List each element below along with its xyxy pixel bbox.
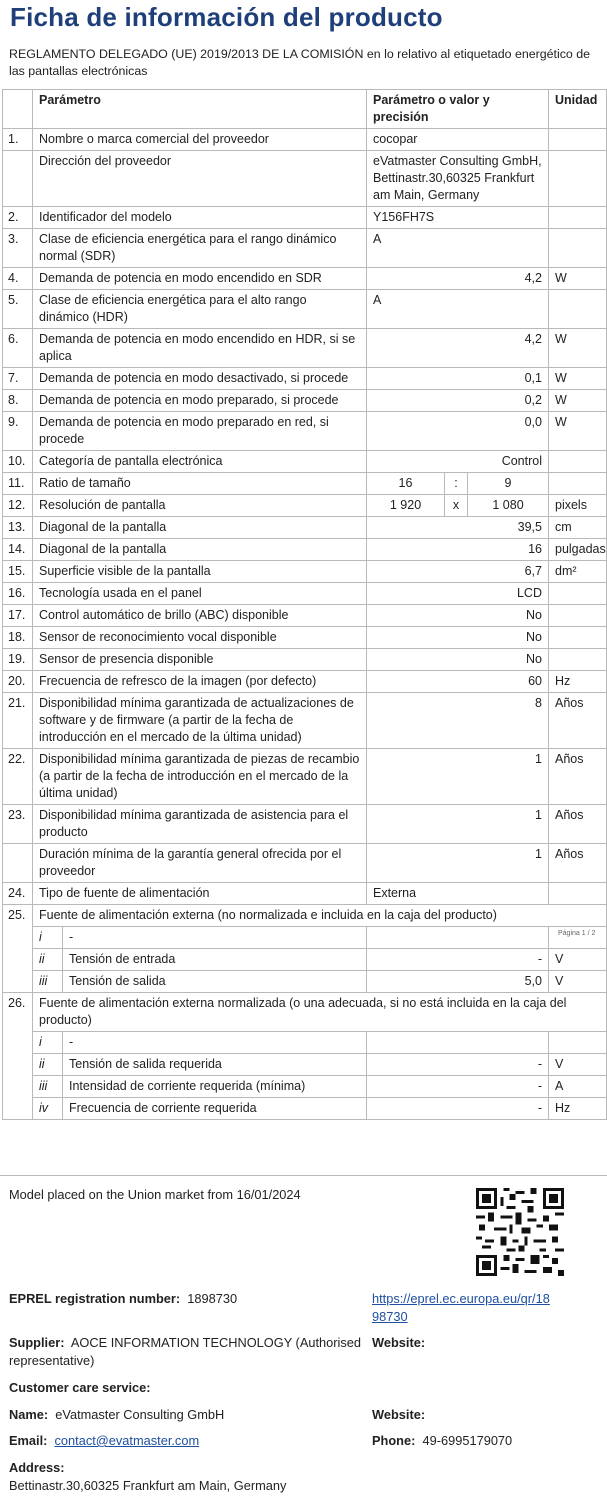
row-unit: W — [549, 390, 607, 412]
header-value: Parámetro o valor y precisión — [367, 90, 549, 129]
table-row — [3, 473, 607, 495]
row-parameter: Resolución de pantalla — [33, 495, 367, 517]
eprel-row — [9, 1291, 237, 1306]
row-parameter: Superficie visible de la pantalla — [33, 561, 367, 583]
row-number: 7. — [3, 368, 33, 390]
row-value: 4,2 — [367, 268, 549, 290]
row-number: 15. — [3, 561, 33, 583]
care-email-row — [9, 1433, 199, 1448]
table-row — [3, 605, 607, 627]
sub-row-value: - — [367, 949, 549, 971]
row-number: 13. — [3, 517, 33, 539]
row-number: 14. — [3, 539, 33, 561]
supplier-value-continued: representative) — [9, 1353, 95, 1368]
row-parameter: Demanda de potencia en modo preparado en red, si procede — [33, 412, 367, 451]
customer-care-label: Customer care service: — [9, 1380, 151, 1395]
row-value: Control — [367, 451, 549, 473]
row-parameter: Disponibilidad mínima garantizada de piezas de recambio (a partir de la fecha de introducción en el mercado de la última unidad) — [33, 749, 367, 805]
table-row — [3, 390, 607, 412]
row-parameter: Frecuencia de refresco de la imagen (por defecto) — [33, 671, 367, 693]
row-value: 1 — [367, 805, 549, 844]
row-unit: pulgadas — [549, 539, 607, 561]
table-row — [3, 905, 607, 927]
sub-row-unit — [549, 1032, 607, 1054]
row-number: 6. — [3, 329, 33, 368]
footer-panel — [0, 1175, 607, 1501]
address-value: Bettinastr.30,60325 Frankfurt am Main, Germany — [9, 1478, 287, 1493]
table-row — [3, 368, 607, 390]
sub-row — [3, 927, 607, 949]
row-value: A — [367, 290, 549, 329]
sub-row-index: ii — [33, 1054, 63, 1076]
supply-group-label: Fuente de alimentación externa normalizada (o una adecuada, si no está incluida en la caja del producto) — [33, 993, 607, 1032]
row-unit — [549, 229, 607, 268]
table-row — [3, 693, 607, 749]
row-value: 60 — [367, 671, 549, 693]
row-parameter: Categoría de pantalla electrónica — [33, 451, 367, 473]
page-title: Ficha de información del producto — [10, 2, 443, 32]
row-unit — [549, 649, 607, 671]
row-unit: Años — [549, 805, 607, 844]
table-row — [3, 451, 607, 473]
row-unit: W — [549, 329, 607, 368]
table-row — [3, 805, 607, 844]
supply-group-label: Fuente de alimentación externa (no normalizada e incluida en la caja del producto) — [33, 905, 607, 927]
header-unit: Unidad — [549, 90, 607, 129]
row-number: 9. — [3, 412, 33, 451]
row-value: cocopar — [367, 129, 549, 151]
sub-row-value — [367, 927, 549, 949]
sub-row-label: - — [63, 1032, 367, 1054]
row-number: 17. — [3, 605, 33, 627]
row-unit — [549, 883, 607, 905]
row-value: No — [367, 649, 549, 671]
eprel-label: EPREL registration number: — [9, 1291, 181, 1306]
row-parameter: Demanda de potencia en modo encendido en SDR — [33, 268, 367, 290]
row-number: 11. — [3, 473, 33, 495]
sub-row-label: Tensión de salida requerida — [63, 1054, 367, 1076]
sub-row-index: iv — [33, 1098, 63, 1120]
row-parameter: Dirección del proveedor — [33, 151, 367, 207]
table-row — [3, 495, 607, 517]
row-unit — [549, 605, 607, 627]
row-value: 6,7 — [367, 561, 549, 583]
row-number: 12. — [3, 495, 33, 517]
row-parameter: Tecnología usada en el panel — [33, 583, 367, 605]
row-unit — [549, 129, 607, 151]
row-unit — [549, 473, 607, 495]
sub-row-unit: V — [549, 971, 607, 993]
row-unit — [549, 627, 607, 649]
row-parameter: Clase de eficiencia energética para el rango dinámico normal (SDR) — [33, 229, 367, 268]
row-parameter: Diagonal de la pantalla — [33, 517, 367, 539]
care-phone-label: Phone: — [372, 1433, 416, 1448]
table-row — [3, 883, 607, 905]
row-number: 3. — [3, 229, 33, 268]
row-parameter: Demanda de potencia en modo desactivado, si procede — [33, 368, 367, 390]
row-parameter: Identificador del modelo — [33, 207, 367, 229]
row-value: 39,5 — [367, 517, 549, 539]
row-unit: Hz — [549, 671, 607, 693]
row-unit: pixels — [549, 495, 607, 517]
row-unit — [549, 151, 607, 207]
row-unit: W — [549, 268, 607, 290]
row-number: 21. — [3, 693, 33, 749]
row-value: 0,0 — [367, 412, 549, 451]
sub-row-unit: Hz — [549, 1098, 607, 1120]
row-unit: dm² — [549, 561, 607, 583]
row-number: 20. — [3, 671, 33, 693]
row-parameter: Ratio de tamaño — [33, 473, 367, 495]
sub-row-value: 5,0 — [367, 971, 549, 993]
row-number: 23. — [3, 805, 33, 844]
eprel-link[interactable]: https://eprel.ec.europa.eu/qr/18 — [372, 1291, 550, 1306]
row-unit: W — [549, 412, 607, 451]
care-email-label: Email: — [9, 1433, 48, 1448]
table-row — [3, 129, 607, 151]
row-number — [3, 844, 33, 883]
row-number: 16. — [3, 583, 33, 605]
table-row — [3, 583, 607, 605]
row-value: 8 — [367, 693, 549, 749]
eprel-link-continued[interactable]: 98730 — [372, 1309, 408, 1324]
table-row — [3, 749, 607, 805]
row-parameter: Control automático de brillo (ABC) disponible — [33, 605, 367, 627]
row-value: 1 — [367, 749, 549, 805]
sub-row-label: - — [63, 927, 367, 949]
eprel-value: 1898730 — [187, 1291, 238, 1306]
address-label: Address: — [9, 1460, 65, 1475]
table-row — [3, 268, 607, 290]
table-row — [3, 627, 607, 649]
row-value-separator: x — [445, 495, 468, 517]
table-row — [3, 329, 607, 368]
row-value: A — [367, 229, 549, 268]
sub-row-unit: V — [549, 1054, 607, 1076]
row-value: eVatmaster Consulting GmbH, Bettinastr.30,60325 Frankfurt am Main, Germany — [367, 151, 549, 207]
care-name-value: eVatmaster Consulting GmbH — [55, 1407, 225, 1422]
row-parameter: Sensor de presencia disponible — [33, 649, 367, 671]
row-unit: W — [549, 368, 607, 390]
row-number: 4. — [3, 268, 33, 290]
table-row — [3, 993, 607, 1032]
sub-row-value: - — [367, 1054, 549, 1076]
care-phone-row — [372, 1433, 512, 1448]
row-parameter: Diagonal de la pantalla — [33, 539, 367, 561]
sub-row — [3, 1032, 607, 1054]
row-value: LCD — [367, 583, 549, 605]
row-parameter: Sensor de reconocimiento vocal disponible — [33, 627, 367, 649]
sub-row — [3, 1076, 607, 1098]
care-website-label: Website: — [372, 1407, 426, 1422]
row-unit — [549, 207, 607, 229]
sub-row — [3, 971, 607, 993]
sub-row-label: Frecuencia de corriente requerida — [63, 1098, 367, 1120]
sub-row-unit: V — [549, 949, 607, 971]
row-value-b: 1 080 — [468, 495, 549, 517]
table-row — [3, 229, 607, 268]
row-value: 4,2 — [367, 329, 549, 368]
care-name-label: Name: — [9, 1407, 49, 1422]
row-unit: Años — [549, 749, 607, 805]
care-name-row — [9, 1407, 224, 1422]
row-parameter: Disponibilidad mínima garantizada de asistencia para el producto — [33, 805, 367, 844]
row-unit: Años — [549, 693, 607, 749]
sub-row-label: Tensión de entrada — [63, 949, 367, 971]
header-parameter: Parámetro — [33, 90, 367, 129]
care-email-link[interactable]: contact@evatmaster.com — [54, 1433, 200, 1448]
row-value: Y156FH7S — [367, 207, 549, 229]
table-header-row — [3, 90, 607, 129]
sub-row-index: i — [33, 927, 63, 949]
sub-row-value: - — [367, 1098, 549, 1120]
row-value: 1 — [367, 844, 549, 883]
row-unit: cm — [549, 517, 607, 539]
header-number — [3, 90, 33, 129]
row-value-a: 16 — [367, 473, 445, 495]
sub-row — [3, 949, 607, 971]
sub-row-index: i — [33, 1032, 63, 1054]
row-number: 8. — [3, 390, 33, 412]
sub-row-unit: A — [549, 1076, 607, 1098]
row-unit — [549, 451, 607, 473]
row-value-b: 9 — [468, 473, 549, 495]
table-row — [3, 290, 607, 329]
row-number — [3, 151, 33, 207]
row-number: 22. — [3, 749, 33, 805]
row-value: No — [367, 605, 549, 627]
row-value: 16 — [367, 539, 549, 561]
row-value: 0,2 — [367, 390, 549, 412]
row-unit — [549, 583, 607, 605]
row-number: 1. — [3, 129, 33, 151]
row-value: 0,1 — [367, 368, 549, 390]
row-parameter: Demanda de potencia en modo preparado, si procede — [33, 390, 367, 412]
sub-row-index: iii — [33, 971, 63, 993]
row-parameter: Nombre o marca comercial del proveedor — [33, 129, 367, 151]
table-row — [3, 671, 607, 693]
sub-row-value — [367, 1032, 549, 1054]
supplier-value: AOCE INFORMATION TECHNOLOGY (Authorised — [70, 1335, 361, 1350]
sub-row — [3, 1054, 607, 1076]
table-row — [3, 649, 607, 671]
row-parameter: Demanda de potencia en modo encendido en HDR, si se aplica — [33, 329, 367, 368]
row-number: 5. — [3, 290, 33, 329]
sub-row-index: iii — [33, 1076, 63, 1098]
row-number: 25. — [3, 905, 33, 993]
row-value-separator: : — [445, 473, 468, 495]
qr-code-icon[interactable] — [476, 1188, 564, 1276]
row-parameter: Disponibilidad mínima garantizada de actualizaciones de software y de firmware (a partir de la fecha de introducción en el mercado de la última unidad) — [33, 693, 367, 749]
supplier-row — [9, 1335, 361, 1350]
table-row — [3, 207, 607, 229]
row-unit: Años — [549, 844, 607, 883]
row-value-a: 1 920 — [367, 495, 445, 517]
page-number-tag: Página 1 / 2 — [558, 930, 596, 937]
table-row — [3, 517, 607, 539]
sub-row-index: ii — [33, 949, 63, 971]
supplier-label: Supplier: — [9, 1335, 65, 1350]
parameter-table — [2, 89, 607, 1120]
regulation-subtitle: REGLAMENTO DELEGADO (UE) 2019/2013 DE LA COMISIÓN en lo relativo al etiquetado energético de las pantallas electrónicas — [9, 47, 591, 78]
sub-row — [3, 1098, 607, 1120]
website-label: Website: — [372, 1335, 426, 1350]
row-parameter: Tipo de fuente de alimentación — [33, 883, 367, 905]
table-row — [3, 539, 607, 561]
table-row — [3, 844, 607, 883]
market-date-text: Model placed on the Union market from 16/01/2024 — [9, 1187, 301, 1202]
row-number: 10. — [3, 451, 33, 473]
row-parameter: Clase de eficiencia energética para el alto rango dinámico (HDR) — [33, 290, 367, 329]
care-phone-value: 49-6995179070 — [422, 1433, 513, 1448]
row-number: 26. — [3, 993, 33, 1120]
row-number: 2. — [3, 207, 33, 229]
row-value: No — [367, 627, 549, 649]
table-row — [3, 561, 607, 583]
table-row — [3, 412, 607, 451]
row-unit — [549, 290, 607, 329]
sub-row-label: Tensión de salida — [63, 971, 367, 993]
row-number: 19. — [3, 649, 33, 671]
row-number: 24. — [3, 883, 33, 905]
row-number: 18. — [3, 627, 33, 649]
sub-row-value: - — [367, 1076, 549, 1098]
row-value: Externa — [367, 883, 549, 905]
row-parameter: Duración mínima de la garantía general ofrecida por el proveedor — [33, 844, 367, 883]
table-row — [3, 151, 607, 207]
sub-row-label: Intensidad de corriente requerida (mínima) — [63, 1076, 367, 1098]
